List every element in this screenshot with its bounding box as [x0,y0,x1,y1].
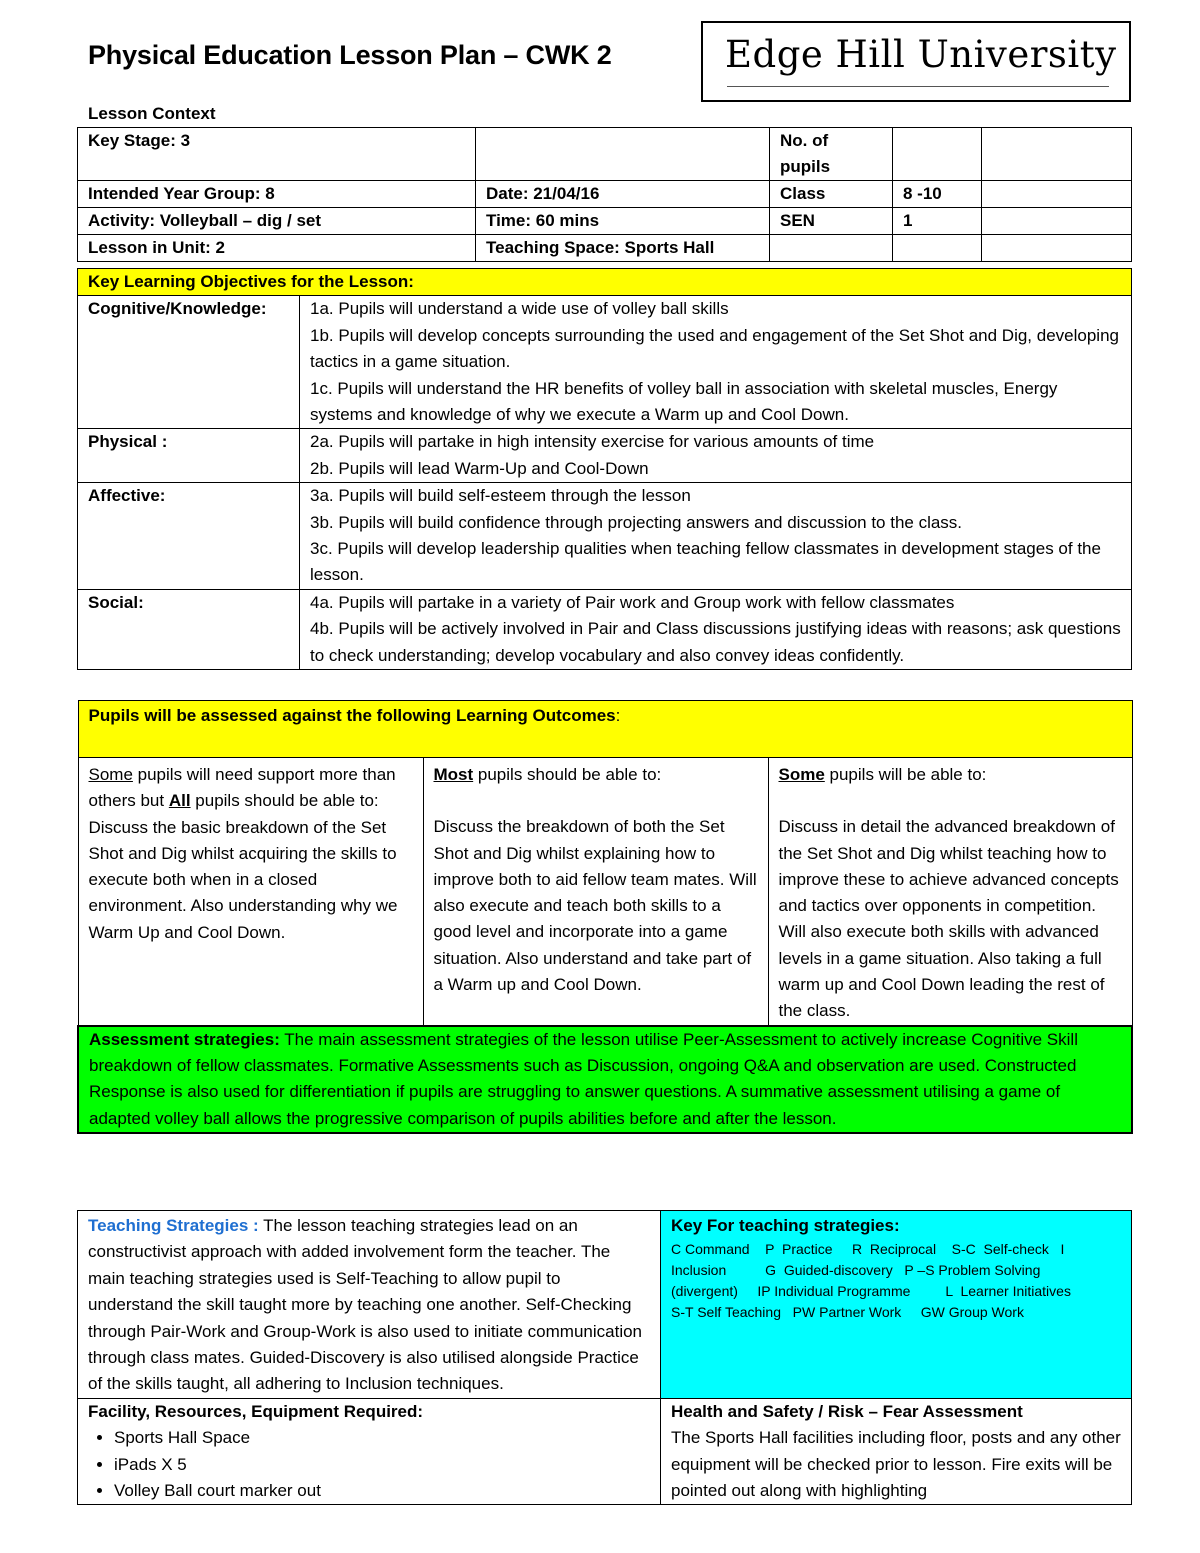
facility-heading: Facility, Resources, Equipment Required: [88,1401,424,1421]
lesson-context-heading: Lesson Context [88,104,216,123]
objective-items [300,296,1132,429]
logo-underline [727,86,1109,87]
date-cell: Date: 21/04/16 [476,181,770,208]
empty-cell [982,208,1132,235]
teaching-key-line: Inclusion G Guided-discovery P –S Problem Solving [671,1262,1041,1279]
teaching-strategies-text: The lesson teaching strategies lead on an constructivist approach with added involvement form the teacher. The main teaching strategies used is Self-Teaching to allow pupil to understand the skill taught more by teaching one another. Self-Checking through Pair-Work and Group-Work is also used to initiate communication through class mates. Guided-Discovery is also utilised alongside Practice of the skills taught, all adhering to Inclusion techniques. [88,1216,643,1394]
teaching-row [78,1211,1132,1399]
outcome-lead-keyword: Most [433,765,474,784]
university-logo [701,21,1131,102]
year-group-cell: Intended Year Group: 8 [78,181,476,208]
teaching-space-cell: Teaching Space: Sports Hall [476,235,770,262]
context-row [78,128,1132,181]
health-safety-cell [661,1398,1132,1505]
objective-item: 3c. Pupils will develop leadership qualities when teaching fellow classmates in development stages of the lesson. [310,539,1101,585]
outcome-column-some [768,758,1132,1026]
context-row [78,208,1132,235]
outcomes-heading-colon: : [615,706,621,725]
lesson-context-table [77,127,1132,262]
objective-label: Physical : [78,429,300,483]
objective-label: Affective: [78,483,300,590]
objective-items [300,483,1132,590]
outcome-column-most [423,758,768,1026]
teaching-key-line: C Command P Practice R Reciprocal S-C Self-check I [671,1241,1065,1258]
no-pupils-label: No. of pupils [770,128,893,181]
page-title: Physical Education Lesson Plan – CWK 2 [88,40,612,70]
facility-row [78,1398,1132,1505]
outcome-lead-all: All [168,791,191,811]
assessment-label: Assessment strategies: [89,1029,280,1049]
objective-item: 1c. Pupils will understand the HR benefits of volley ball in association with skeletal muscles, Energy systems and knowledge of why we execute a Warm up and Cool Down. [310,378,1058,425]
objective-item: 3b. Pupils will build confidence through projecting answers and discussion to the class. [310,512,963,532]
objective-items [300,429,1132,483]
empty-cell [893,235,982,262]
outcome-lead [779,762,1122,788]
objective-item: 1b. Pupils will develop concepts surrounding the used and engagement of the Set Shot and Dig, developing tactics in a game situation. [310,325,1119,372]
outcome-lead-keyword: Some [88,765,133,784]
sen-value: 1 [893,208,982,235]
outcome-body: Discuss the basic breakdown of the Set Shot and Dig whilst acquiring the skills to execute both when in a closed environment. Also understanding why we Warm Up and Cool Down. [88,817,398,942]
outcome-lead-text: pupils should be able to: [473,765,662,784]
key-stage-cell: Key Stage: 3 [78,128,476,181]
assessment-strategies [78,1026,1132,1133]
health-safety-text: The Sports Hall facilities including floor, posts and any other equipment will be checked prior to lesson. Fire exits will be pointed out along with highlighting [671,1428,1121,1501]
no-pupils-value [893,128,982,181]
objective-row-physical [78,429,1132,483]
logo-text: Edge Hill University [725,33,1117,76]
outcome-lead-text: pupils should be able to: [190,791,379,811]
learning-objectives-table [77,268,1132,670]
objective-items [300,589,1132,669]
objective-row-social [78,589,1132,669]
objective-item: 3a. Pupils will build self-esteem through the lesson [310,486,691,506]
list-item: • iPads X 5 [114,1452,650,1478]
empty-cell [982,235,1132,262]
outcome-lead-text: pupils will be able to: [824,765,987,784]
outcome-column-all [78,758,423,1026]
empty-cell [982,128,1132,181]
objective-item: 2a. Pupils will partake in high intensity exercise for various amounts of time [310,432,875,452]
learning-outcomes-table [77,700,1133,1134]
objective-label: Cognitive/Knowledge: [78,296,300,429]
list-item: • Volley Ball court marker out [114,1478,650,1504]
empty-cell [982,181,1132,208]
outcome-lead [434,762,758,788]
teaching-key-heading: Key For teaching strategies: [671,1216,900,1235]
teaching-strategies-cell [78,1211,661,1399]
objective-label: Social: [78,589,300,669]
class-label: Class [770,181,893,208]
teaching-strategies-label: Teaching Strategies : [88,1216,259,1235]
objective-item: 1a. Pupils will understand a wide use of volley ball skills [310,299,729,319]
lesson-in-unit-cell: Lesson in Unit: 2 [78,235,476,262]
outcome-lead-keyword: Some [778,765,825,784]
sen-label: SEN [770,208,893,235]
context-row [78,235,1132,262]
objective-item: 4b. Pupils will be actively involved in Pair and Class discussions justifying ideas with reasons; ask questions to check understanding; develop vocabulary and also convey ideas confidently. [310,619,1121,665]
context-row [78,181,1132,208]
teaching-key-cell [661,1211,1132,1399]
outcomes-heading [78,701,1132,758]
facility-list [88,1425,650,1504]
facility-cell [78,1398,661,1505]
outcomes-row [78,758,1132,1026]
teaching-key-line: (divergent) IP Individual Programme L Learner Initiatives [671,1283,1071,1300]
class-value: 8 -10 [893,181,982,208]
activity-cell: Activity: Volleyball – dig / set [78,208,476,235]
teaching-key-line: S-T Self Teaching PW Partner Work GW Group Work [671,1304,1024,1321]
time-cell: Time: 60 mins [476,208,770,235]
health-safety-heading: Health and Safety / Risk – Fear Assessment [671,1401,1023,1421]
outcome-body: Discuss the breakdown of both the Set Shot and Dig whilst explaining how to improve both to aid fellow team mates. Will also execute and teach both skills to a good level and incorporate into a game situation. Also understand and take part of a Warm up and Cool Down. [433,817,757,995]
assessment-row [78,1026,1132,1133]
outcome-body: Discuss in detail the advanced breakdown of the Set Shot and Dig whilst teaching how to improve these to achieve advanced concepts and tactics over opponents in competition. Will also execute both skills with advanced levels in a game situation. Also taking a full warm up and Cool Down leading the rest of the class. [778,817,1119,1021]
objective-item: 4a. Pupils will partake in a variety of Pair work and Group work with fellow classmates [310,592,955,612]
outcome-lead [89,762,413,815]
teaching-key-list [671,1239,1121,1323]
teaching-strategies-table [77,1210,1132,1505]
empty-cell [770,235,893,262]
objective-row-affective [78,483,1132,590]
assessment-text: The main assessment strategies of the lesson utilise Peer-Assessment to actively increase Cognitive Skill breakdown of fellow classmates. Formative Assessments such as Discussion, ongoing Q&A and observation are used. Constructed Response is also used for differentiation if pupils are struggling to answer questions. A summative assessment utilising a game of adapted volley ball allows the progressive comparison of pupils abilities before and after the lesson. [89,1029,1078,1128]
objective-row-cognitive [78,296,1132,429]
outcomes-heading-text: Pupils will be assessed against the following Learning Outcomes [88,706,616,725]
objective-item: 2b. Pupils will lead Warm-Up and Cool-Down [310,458,649,478]
outcome-lead-text: pupils will need support more than others but [88,765,396,811]
objectives-heading: Key Learning Objectives for the Lesson: [78,269,1132,296]
empty-cell [476,128,770,181]
list-item: • Sports Hall Space [114,1425,650,1451]
